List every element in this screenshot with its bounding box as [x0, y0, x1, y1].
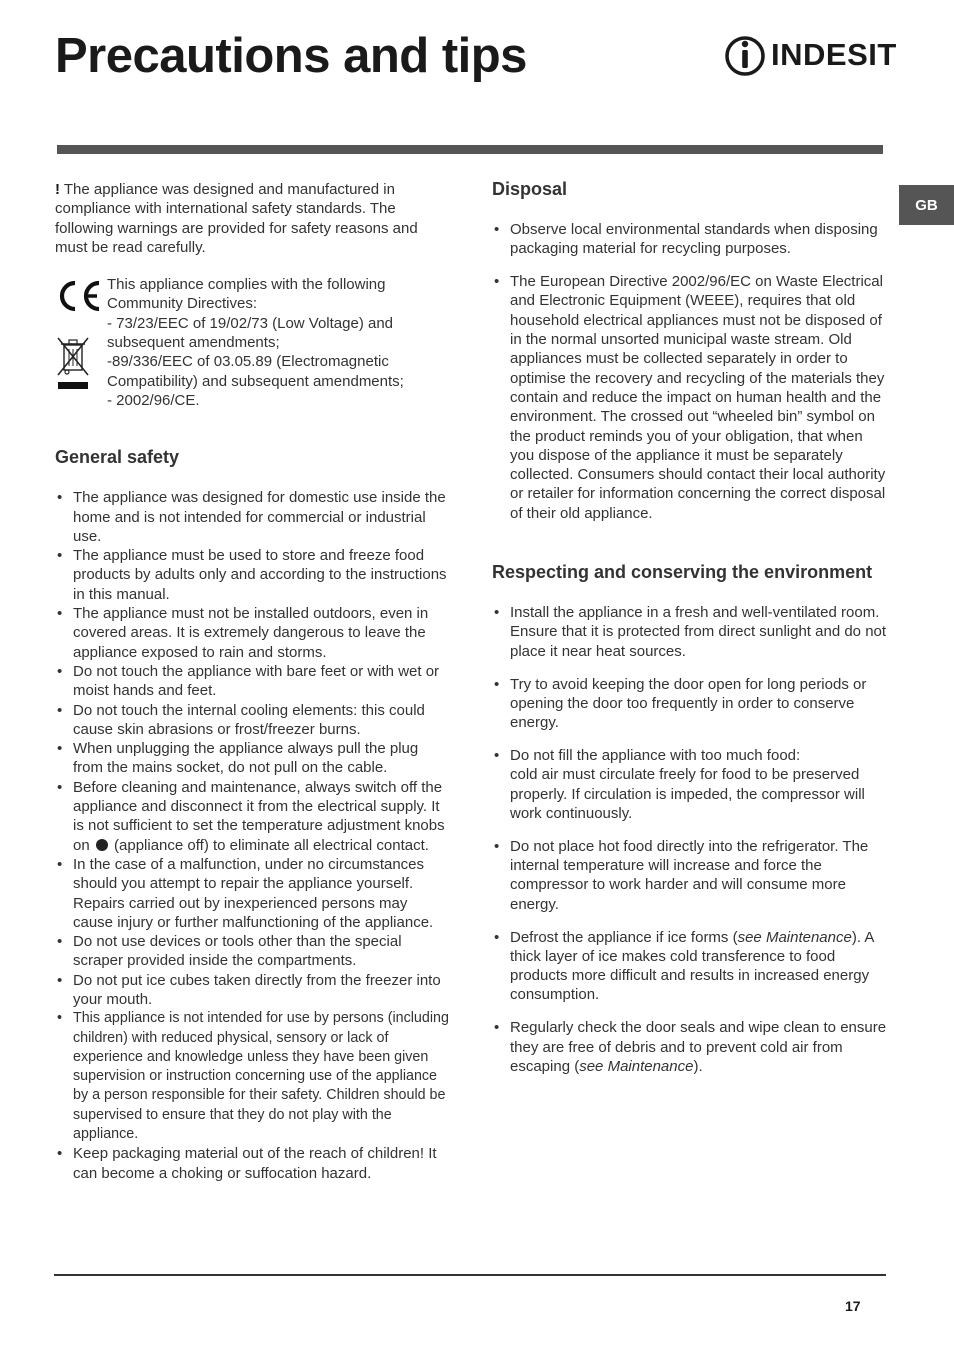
list-item-text: (appliance off) to eliminate all electrical contact.: [109, 836, 429, 854]
list-item-text: ).: [693, 1057, 703, 1075]
footer-rule: [54, 1274, 886, 1276]
intro-text: The appliance was designed and manufactured in compliance with international safety standards. The following warnings are provided for safety reasons and must be read carefully.: [55, 181, 418, 256]
directive-line: This appliance complies with the following Community Directives:: [107, 276, 386, 313]
environment-list: [492, 603, 888, 1076]
list-item-text: Before cleaning and maintenance, always switch off the appliance and disconnect it from the electrical supply. It is not sufficient to set the temperature adjustment knobs on: [73, 778, 445, 854]
general-safety-heading: General safety: [55, 447, 180, 468]
list-item-text: Do not fill the appliance with too much food:: [510, 747, 801, 765]
knob-off-icon: [96, 839, 108, 851]
list-item: [55, 778, 450, 855]
list-item-text: ). A thick layer of ice makes cold transference to food products more difficult and results in increased energy consumption.: [510, 928, 874, 1004]
environment-heading: Respecting and conserving the environment: [492, 562, 873, 583]
page-number: 17: [845, 1298, 861, 1314]
list-item: • Do not place hot food directly into the refrigerator. The internal temperature will increase and force the compressor to work harder and will consume more energy.: [492, 837, 888, 914]
list-item: • Install the appliance in a fresh and well-ventilated room. Ensure that it is protected from direct sunlight and do not place it near heat sources.: [492, 603, 888, 661]
right-column: [492, 178, 888, 1090]
list-item: • Do not touch the internal cooling elements: this could cause skin abrasions or frost/freezer burns.: [55, 701, 450, 740]
header-rule: [57, 145, 883, 154]
list-item: [492, 746, 888, 823]
list-item: • The European Directive 2002/96/EC on Waste Electrical and Electronic Equipment (WEEE), requires that old household electrical appliances must not be disposed of in the normal unsorted municipal waste stream. Old appliances must be collected separately in order to optimise the recovery and recycling of the materials they contain and reduce the impact on human health and the environment. The crossed out “wheeled bin” symbol on the product reminds you of your obligation, that when you dispose of the appliance it must be separately collected. Consumers should contact their local authority or retailer for information concerning the correct disposal of their old appliance.: [492, 272, 888, 523]
crossed-bin-icon: [55, 335, 91, 391]
cross-reference: see Maintenance: [579, 1057, 694, 1075]
indesit-i-icon: [724, 32, 768, 80]
list-item-text: Regularly check the door seals and wipe clean to ensure they are free of debris and to prevent cold air from escaping (: [510, 1019, 887, 1075]
list-item: • The appliance must not be installed outdoors, even in covered areas. It is extremely dangerous to leave the appliance exposed to rain and storms.: [55, 604, 450, 662]
page-title: Precautions and tips: [55, 29, 527, 83]
language-tab: GB: [899, 185, 954, 225]
ce-mark-icon: [55, 279, 103, 313]
directive-line: - 2002/96/CE.: [107, 391, 200, 409]
left-column: [55, 178, 450, 1183]
disposal-heading: Disposal: [492, 179, 568, 199]
list-item: • This appliance is not intended for use by persons (including children) with reduced physical, sensory or lack of experience and knowledge unless they have been given supervision or instruction concerning use of the appliance by a person responsible for their safety. Children should be supervised to ensure that they do not play with the appliance.: [55, 1009, 450, 1144]
list-item: • The appliance was designed for domestic use inside the home and is not intended for commercial or industrial use.: [55, 488, 450, 546]
list-item: [492, 928, 888, 1005]
brand-wordmark: INDESIT: [771, 37, 897, 72]
ce-mark-text: CE: [79, 298, 82, 301]
disposal-list: [492, 220, 888, 523]
list-item-text: Defrost the appliance if ice forms (: [510, 928, 738, 946]
list-item: • Do not put ice cubes taken directly from the freezer into your mouth.: [55, 971, 450, 1010]
list-item: • Try to avoid keeping the door open for long periods or opening the door too frequently in order to conserve energy.: [492, 675, 888, 733]
cross-reference: see Maintenance: [737, 928, 852, 946]
directive-line: -89/336/EEC of 03.05.89 (Electromagnetic Compatibility) and subsequent amendments;: [107, 353, 404, 390]
warning-mark: !: [55, 181, 60, 198]
indesit-logo: [724, 32, 897, 80]
list-item: • In the case of a malfunction, under no circumstances should you attempt to repair the appliance yourself. Repairs carried out by inexperienced persons may cause injury or further malfunctioning of the appliance.: [55, 855, 450, 932]
directive-line: - 73/23/EEC of 19/02/73 (Low Voltage) and subsequent amendments;: [107, 314, 394, 352]
list-item: • The appliance must be used to store and freeze food products by adults only and according to the instructions in this manual.: [55, 546, 450, 604]
intro-paragraph: [55, 180, 450, 257]
list-item: • When unplugging the appliance always pull the plug from the mains socket, do not pull on the cable.: [55, 739, 450, 778]
list-item: • Observe local environmental standards when disposing packaging material for recycling purposes.: [492, 220, 888, 259]
list-item: • Keep packaging material out of the reach of children! It can become a choking or suffocation hazard.: [55, 1144, 450, 1183]
list-item-text: cold air must circulate freely for food to be preserved properly. If circulation is impeded, the compressor will work continuously.: [510, 766, 865, 822]
list-item: • Do not touch the appliance with bare feet or with wet or moist hands and feet.: [55, 662, 450, 701]
directives-block: [55, 275, 450, 410]
list-item: [492, 1018, 888, 1076]
general-safety-list: [55, 488, 450, 1183]
list-item: • Do not use devices or tools other than the special scraper provided inside the compartments.: [55, 932, 450, 971]
